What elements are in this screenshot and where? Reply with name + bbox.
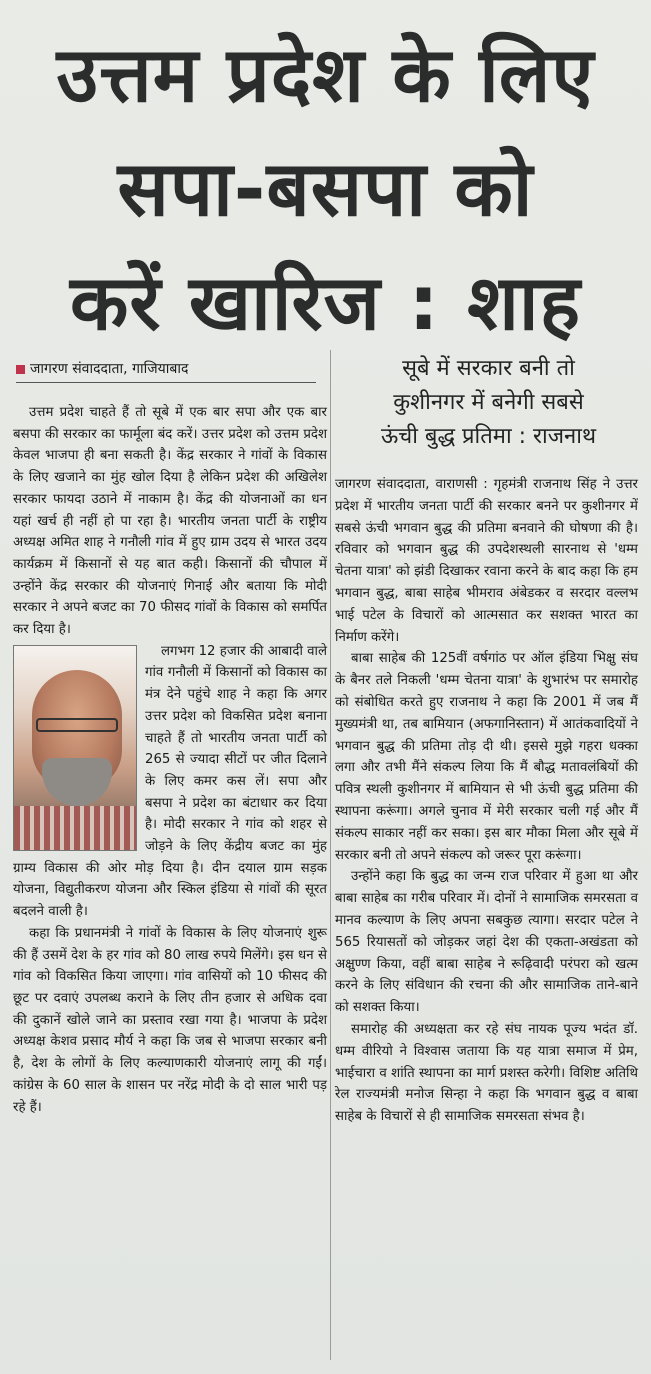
right-paragraph-4: समारोह की अध्यक्षता कर रहे संघ नायक पूज्य भदंत डॉ. धम्म वीरियो ने विश्वास जताया कि यह यात्रा समाज में प्रेम, भाईचारा व शांति स्थापना का मार्ग प्रशस्त करेगी। विशिष्ट अतिथि रेल राज्यमंत्री मनोज सिन्हा ने कहा कि भगवान बुद्ध व बाबा साहेब के विचारों से ही सामाजिक समरसता संभव है। — [335, 1021, 638, 1125]
right-subheadline — [336, 352, 641, 454]
main-headline — [10, 18, 641, 360]
headline-line-1: उत्तम प्रदेश के लिए — [56, 30, 595, 119]
left-article-body — [13, 402, 327, 1118]
photo-shirt — [14, 806, 137, 851]
left-paragraph-3: कहा कि प्रधानमंत्री ने गांवों के विकास के लिए योजनाएं शुरू की हैं उसमें देश के हर गांव को 80 लाख रुपये मिलेंगे। इस धन से गांव को विकसित किया जाएगा। गांव वासियों को 10 फीसद की छूट पर दवाएं उपलब्ध कराने के लिए तीन हजार से अधिक दवा की दुकानें खोले जाने का प्रस्ताव रखा गया है। भाजपा के प्रदेश अध्यक्ष केशव प्रसाद मौर्य ने कहा कि जब से भाजपा सरकार बनी है, देश के लोगों के लिए कल्याणकारी योजनाएं लागू की गईं। कांग्रेस के 60 साल के शासन पर नरेंद्र मोदी के दो साल भारी पड़ रहे हैं। — [13, 925, 327, 1115]
subhead-line-3: ऊंची बुद्ध प्रतिमा : राजनाथ — [380, 424, 597, 449]
left-byline — [16, 358, 316, 383]
right-paragraph-1: जागरण संवाददाता, वाराणसी : गृहमंत्री राजनाथ सिंह ने उत्तर प्रदेश में भारतीय जनता पार्टी की सरकार बनने पर कुशीनगर में सबसे ऊंची भगवान बुद्ध की प्रतिमा बनवाने की घोषणा की है। रविवार को भगवान बुद्ध की उपदेशस्थली सारनाथ से 'धम्म चेतना यात्रा' को झंडी दिखाकर रवाना करने के बाद कहा कि हम भगवान बुद्ध, बाबा साहेब भीमराव अंबेडकर व सरदार वल्लभ भाई पटेल के विचारों को आत्मसात कर सशक्त भारत का निर्माण करेंगे। — [335, 477, 638, 645]
amit-shah-photo — [13, 645, 137, 851]
headline-line-2: सपा-बसपा को — [117, 144, 534, 233]
right-article-body — [335, 474, 638, 1128]
right-paragraph-2: बाबा साहेब की 125वीं वर्षगांठ पर ऑल इंडिया भिक्षु संघ के बैनर तले निकली 'धम्म चेतना यात्रा' के शुभारंभ पर समारोह को संबोधित करते हुए राजनाथ ने कहा कि 2001 में जब मैं मुख्यमंत्री था, तब बामियान (अफगानिस्तान) में आतंकवादियों ने भगवान बुद्ध की प्रतिमा तोड़ दी थी। इससे मुझे गहरा धक्का लगा और तभी मैंने संकल्प लिया कि मैं बौद्ध मतावलंबियों की पवित्र स्थली कुशीनगर में बामियान से भी ऊंची बुद्ध प्रतिमा की स्थापना करूंगा। अगले चुनाव में मेरी सरकार चली गई और मैं संकल्प साकार नहीं कर सका। इस बार मौका मिला और सूबे में सरकार बनी तो अपने संकल्प को जरूर पूरा करूंगा। — [335, 651, 638, 863]
right-paragraph-3: उन्होंने कहा कि बुद्ध का जन्म राज परिवार में हुआ था और बाबा साहेब का गरीब परिवार में। दोनों ने सामाजिक समरसता व मानव कल्याण के लिए अपना सबकुछ त्यागा। सरदार पटेल ने 565 रियासतों को जोड़कर जहां देश की एकता-अखंडता को अक्षुण्ण किया, वहीं बाबा साहेब ने रूढ़िवादी परंपरा को खत्म करने के लिए संविधान की रचना की और सामाजिक ताने-बाने को सशक्त किया। — [335, 869, 638, 1016]
photo-beard — [42, 758, 112, 806]
column-divider — [330, 350, 331, 1360]
subhead-line-1: सूबे में सरकार बनी तो — [402, 356, 575, 381]
left-photo-wrap — [13, 641, 327, 923]
left-paragraph-2: लगभग 12 हजार की आबादी वाले गांव गनौली में किसानों को विकास का मंत्र देने पहुंचे शाह ने कहा कि अगर उत्तर प्रदेश को विकसित प्रदेश बनाना चाहते हैं तो भारतीय जनता पार्टी को 265 से ज्यादा सीटों पर जीत दिलाने के लिए कमर कस लें। सपा और बसपा ने प्रदेश का बंटाधार कर दिया है। मोदी सरकार ने गांव को शहर से जोड़ने के लिए केंद्रीय बजट का मुंह ग्राम्य विकास की ओर मोड़ दिया है। दीन दयाल ग्राम सड़क योजना, विद्युतीकरण योजना और स्किल इंडिया से गांवों की सूरत बदलने वाली है। — [13, 643, 327, 920]
subhead-line-2: कुशीनगर में बनेगी सबसे — [393, 390, 584, 415]
byline-text: जागरण संवाददाता, गाजियाबाद — [30, 361, 189, 377]
left-paragraph-1: उत्तम प्रदेश चाहते हैं तो सूबे में एक बार सपा और एक बार बसपा की सरकार का फार्मूला बंद करें। उत्तर प्रदेश को उत्तम प्रदेश केवल भाजपा ही बना सकती है। केंद्र सरकार ने गांवों के विकास के लिए खजाने का मुंह खोल दिया है लेकिन प्रदेश की अखिलेश सरकार फायदा उठाने में नाकाम है। केंद्र की योजनाओं का धन यहां खर्च ही नहीं हो पा रहा है। भारतीय जनता पार्टी के राष्ट्रीय अध्यक्ष अमित शाह ने गनौली गांव में हुए ग्राम उदय से भारत उदय कार्यक्रम में किसानों से यह बात कही। किसानों की चौपाल में उन्होंने केंद्र सरकार की योजनाएं गिनाई और बताया कि मोदी सरकार ने अपने बजट का 70 फीसद गांवों के विकास को समर्पित कर दिया है। — [13, 405, 327, 638]
byline-square-icon — [16, 365, 25, 374]
headline-line-3: करें खारिज : शाह — [70, 258, 581, 347]
photo-glasses — [36, 718, 118, 732]
